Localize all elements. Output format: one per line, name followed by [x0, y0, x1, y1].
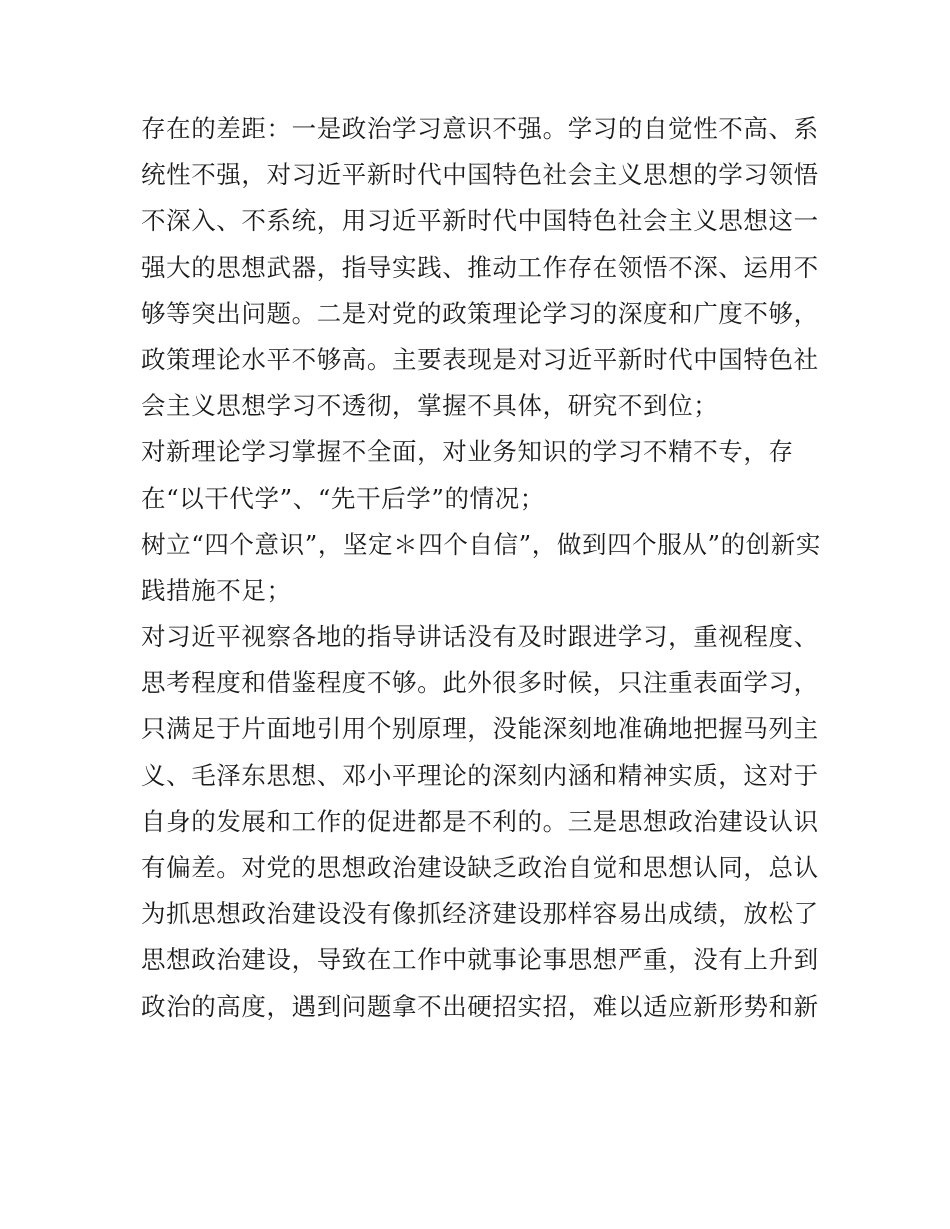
- text-line: 思考程度和借鉴程度不够。此外很多时候，只注重表面学习，: [141, 668, 819, 698]
- body-text: [141, 106, 821, 1030]
- text-line: 不深入、不系统，用习近平新时代中国特色社会主义思想这一: [141, 206, 819, 236]
- text-line: 树立“四个意识”，坚定＊四个自信”，做到四个服从”的创新实: [141, 529, 821, 559]
- text-line: 践措施不足；: [141, 575, 292, 605]
- text-line: 思想政治建设，导致在工作中就事论事思想严重，没有上升到: [141, 945, 819, 975]
- text-line: 有偏差。对党的思想政治建设缺乏政治自觉和思想认同，总认: [141, 853, 819, 882]
- text-line: 会主义思想学习不透彻，掌握不具体，研究不到位；: [141, 391, 719, 421]
- text-line: 够等突出问题。二是对党的政策理论学习的深度和广度不够，: [141, 298, 819, 328]
- text-line: 为抓思想政治建设没有像抓经济建设那样容易出成绩，放松了: [141, 899, 819, 929]
- text-line: 只满足于片面地引用个别原理，没能深刻地准确地把握马列主: [141, 714, 819, 744]
- text-line: 政治的高度，遇到问题拿不出硬招实招，难以适应新形势和新: [141, 991, 819, 1021]
- text-line: 义、毛泽东思想、邓小平理论的深刻内涵和精神实质，这对于: [141, 760, 819, 790]
- text-line: 存在的差距：一是政治学习意识不强。学习的自觉性不高、系: [141, 114, 819, 143]
- text-line: 强大的思想武器，指导实践、推动工作存在领悟不深、运用不: [141, 252, 819, 282]
- text-line: 对新理论学习掌握不全面，对业务知识的学习不精不专，存: [141, 437, 794, 467]
- text-line: 在“以干代学”、“先干后学”的情况；: [141, 483, 545, 513]
- text-line: 自身的发展和工作的促进都是不利的。三是思想政治建设认识: [141, 806, 819, 836]
- text-line: 政策理论水平不够高。主要表现是对习近平新时代中国特色社: [141, 344, 819, 374]
- text-line: 统性不强，对习近平新时代中国特色社会主义思想的学习领悟: [141, 160, 819, 190]
- text-line: 对习近平视察各地的指导讲话没有及时跟进学习，重视程度、: [141, 622, 819, 652]
